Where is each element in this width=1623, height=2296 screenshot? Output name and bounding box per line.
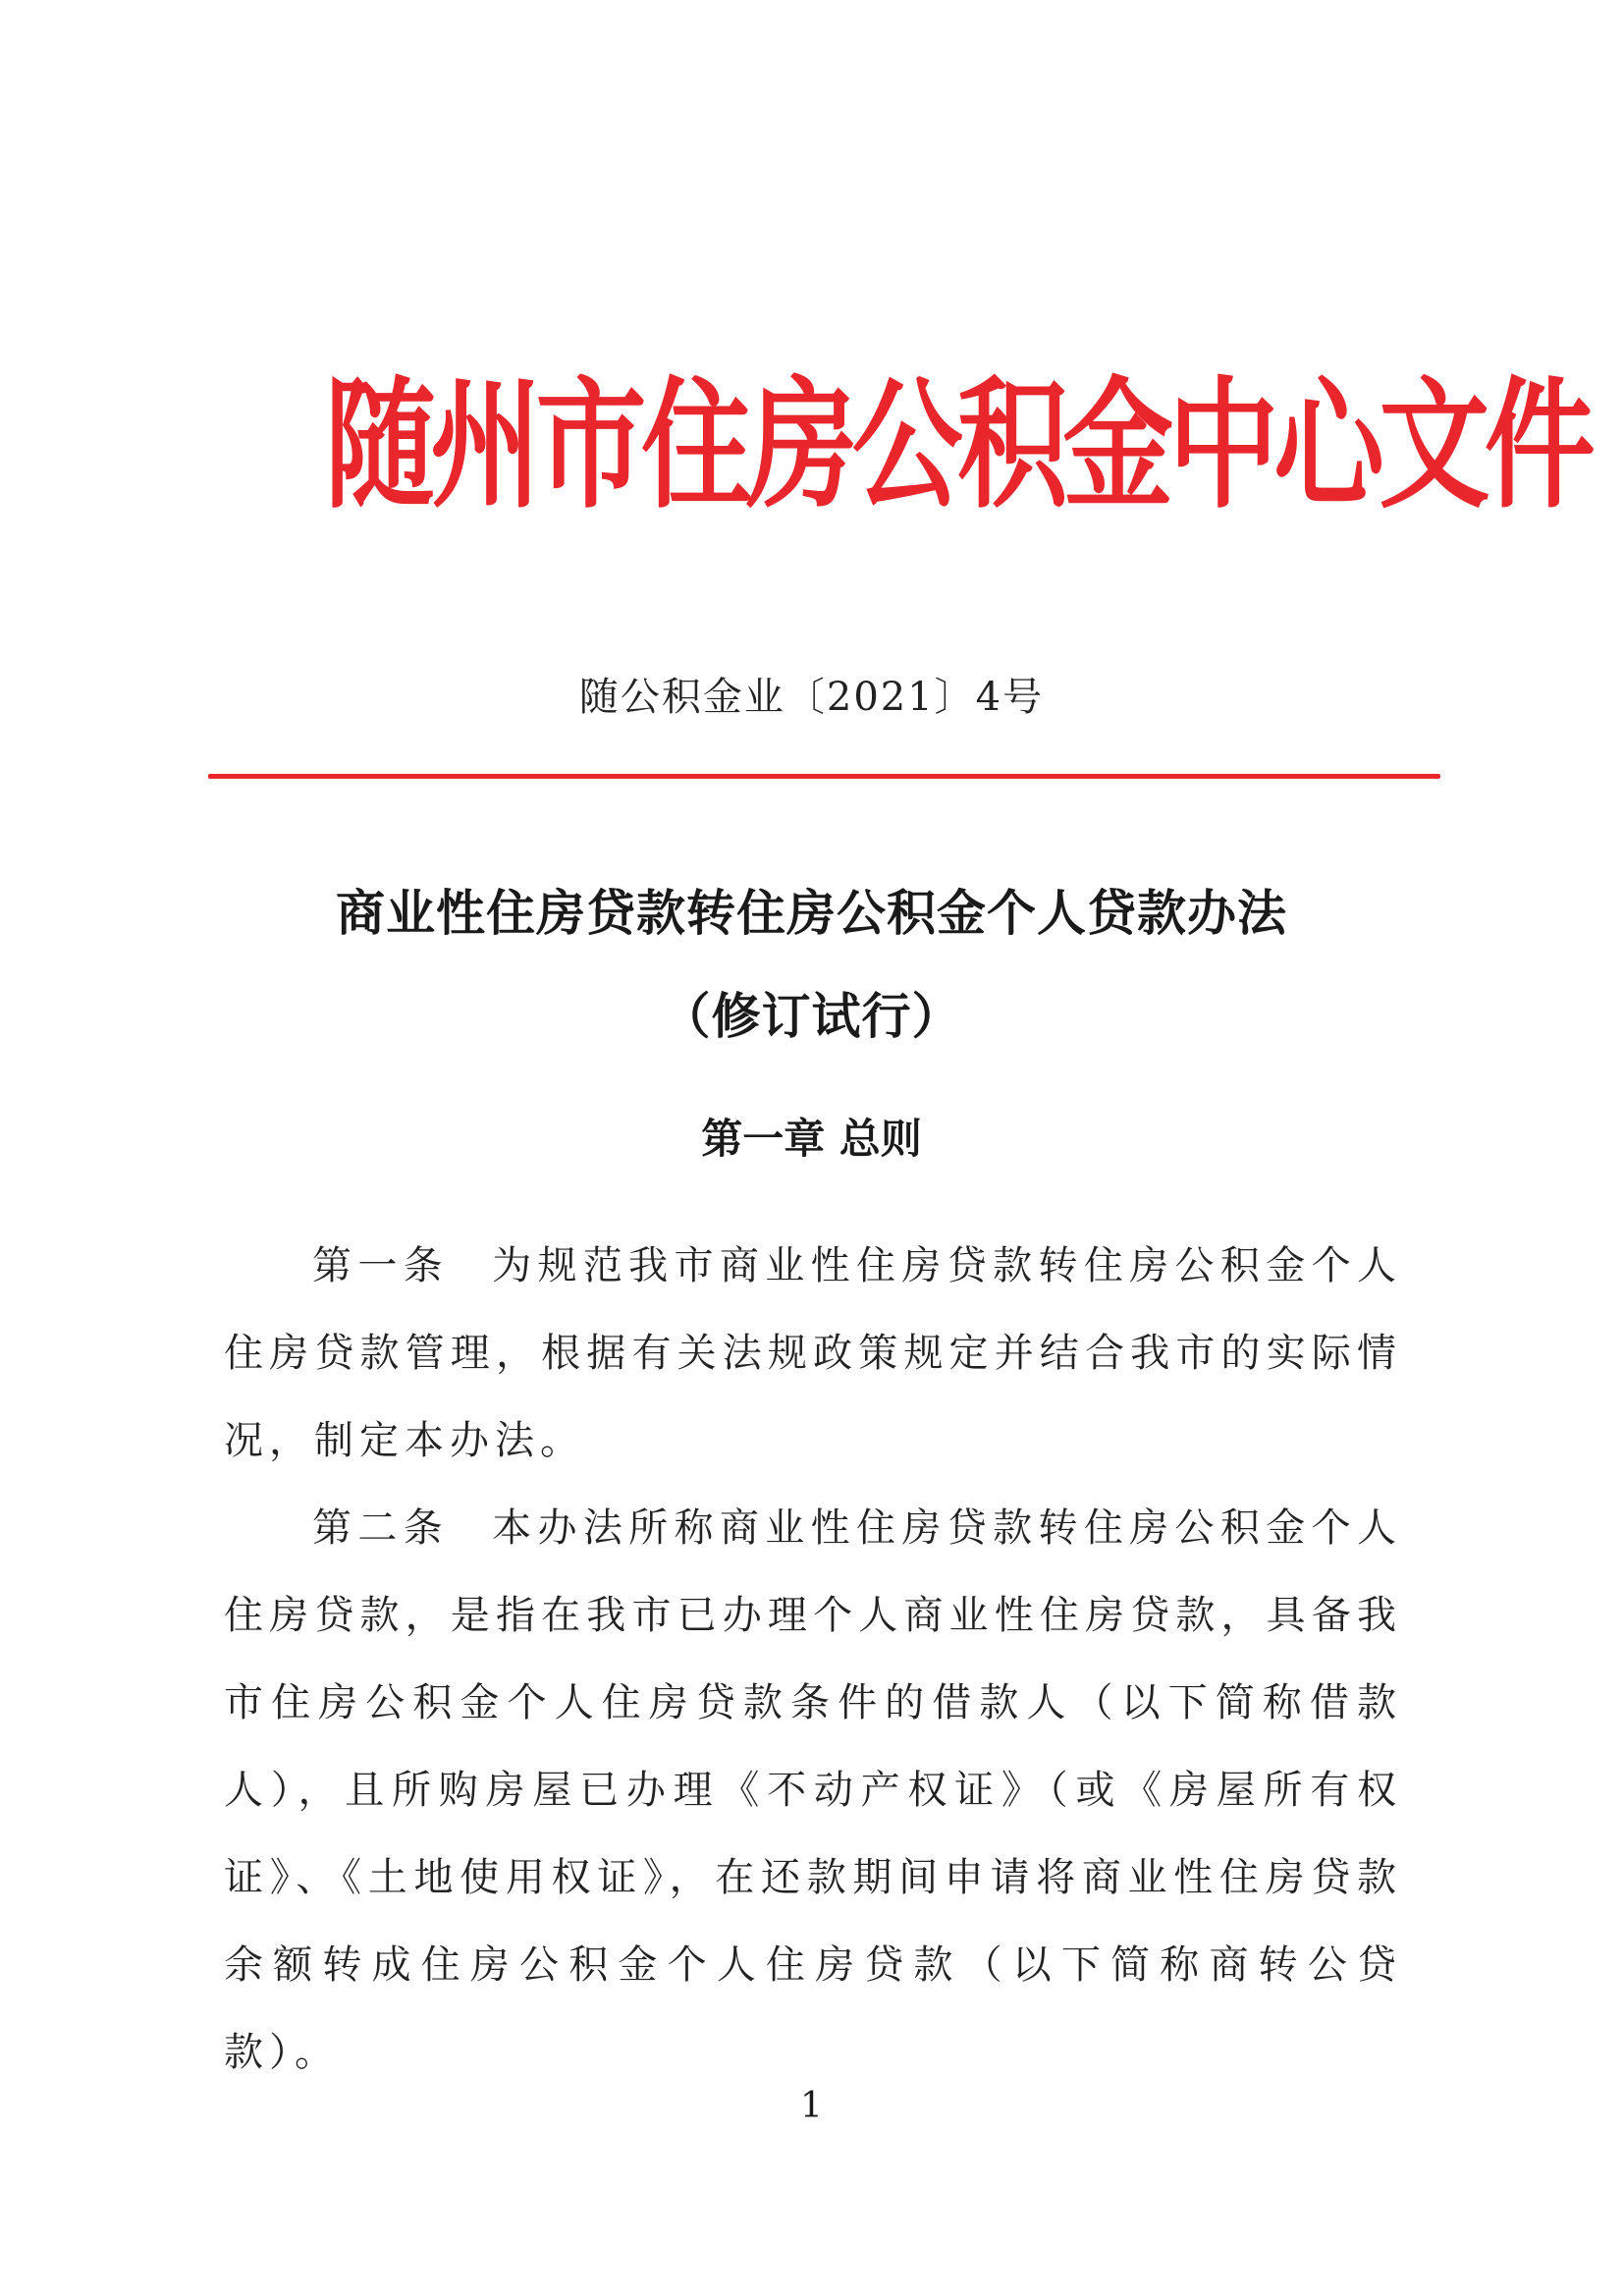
article-paragraph [224,1485,1402,2097]
document-title: 商业性住房贷款转住房公积金个人贷款办法 [336,885,1287,942]
chapter-heading: 第一章 总则 [701,1115,922,1163]
page-number: 1 [800,2086,823,2126]
article-text: 为规范我市商业性住房贷款转住房公积金个人住房贷款管理，根据有关法规政策规定并结合我市的实际情况，制定本办法。 [224,1243,1403,1463]
article-label: 第二条 [312,1505,450,1551]
masthead-title: 随州市住房公积金中心文件 [325,364,1591,528]
document-subtitle: （修订试行） [661,988,962,1045]
article-text: 本办法所称商业性住房贷款转住房公积金个人住房贷款，是指在我市已办理个人商业性住房贷款，具备我市住房公积金个人住房贷款条件的借款人（以下简称借款人），且所购房屋已办理《不动产权证》（或《房屋所有权证》、《土地使用权证》，在还款期间申请将商业性住房贷款余额转成住房公积金个人住房贷款（以下简称商转公贷款）。 [224,1505,1403,2075]
article-paragraph [224,1223,1402,1485]
document-number: 随公积金业〔2021〕4号 [578,675,1045,720]
document-body [224,1223,1402,2097]
red-divider-line [208,774,1440,779]
article-label: 第一条 [312,1243,450,1288]
